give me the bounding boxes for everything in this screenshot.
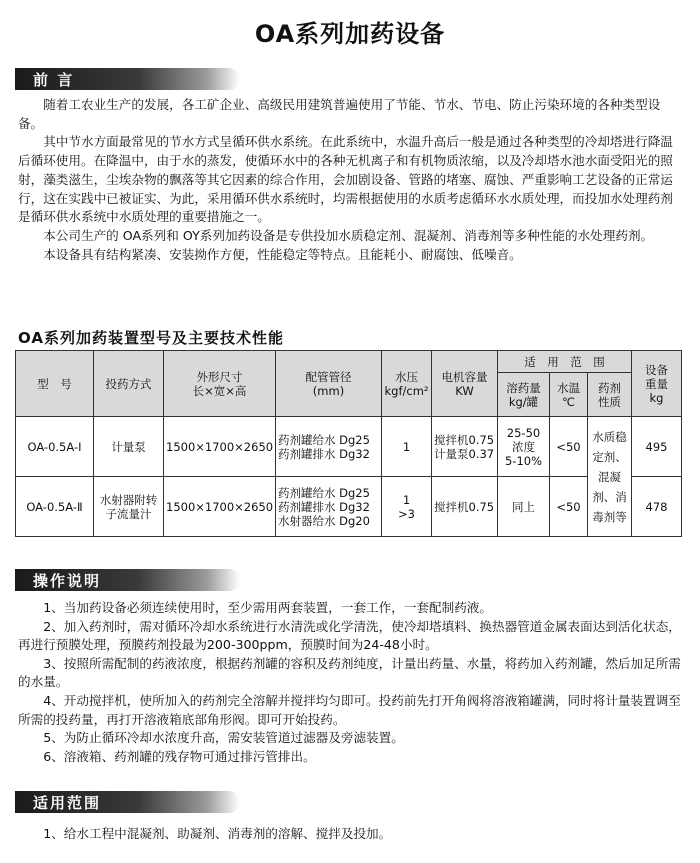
cell-pressure: 1 >3 xyxy=(382,477,432,537)
cell-conc: 25-50 浓度 5-10% xyxy=(498,417,550,477)
header-model: 型 号 xyxy=(16,351,94,417)
header-scope-group: 适 用 范 围 xyxy=(498,351,632,373)
scope-list xyxy=(18,823,683,842)
cell-temp: <50 xyxy=(550,477,588,537)
header-pressure: 水压 kgf/cm² xyxy=(382,351,432,417)
operation-item-5: 5、为防止循环冷却水浓度升高，需安装管道过滤器及旁滤装置。 xyxy=(43,730,404,746)
table-row xyxy=(16,477,682,537)
cell-agent-merged: 水质稳定剂、混凝剂、消毒剂等 xyxy=(588,417,632,537)
preface-paragraph-3: 本公司生产的 OA系列和 OY系列加药设备是专供投加水质稳定剂、混凝剂、消毒剂等多种性能的水处理药剂。 xyxy=(43,227,654,243)
header-temp: 水温 ℃ xyxy=(550,373,588,417)
preface-text xyxy=(18,96,683,264)
header-agent: 药剂 性质 xyxy=(588,373,632,417)
cell-motor: 搅拌机0.75 xyxy=(432,477,498,537)
cell-conc: 同上 xyxy=(498,477,550,537)
preface-paragraph-4: 本设备具有结构紧凑、安装拗作方便，性能稳定等特点。且能耗小、耐腐蚀、低噪音。 xyxy=(43,246,522,262)
cell-weight: 495 xyxy=(632,417,682,477)
section-heading-preface: 前 言 xyxy=(33,71,75,89)
section-heading-operation: 操作说明 xyxy=(33,572,102,590)
cell-temp: <50 xyxy=(550,417,588,477)
operation-item-1: 1、当加药设备必须连续使用时，至少需用两套装置，一套工作，一套配制药液。 xyxy=(43,600,492,615)
operation-list xyxy=(18,599,683,766)
cell-method: 水射器附转 子流量汁 xyxy=(94,477,164,537)
operation-item-2: 2、加入药剂时，需对循环冷却水系统进行水清洗或化学清洗，使冷却塔填料、换热器管道金属表面达到活化状态，再进行预膜处理，预膜药剂投最为200-300ppm，预膜时间为24-48小时。 xyxy=(18,618,681,653)
preface-paragraph-2: 其中节水方面最常见的节水方式呈循环供水系统。在此系统中，水温升高后一般是通过各种类型的冷却塔进行降温后循环使用。在降温中，由于水的蒸发，使循环水中的各种无机离子和有机物质浓缩，以及冷却塔水池水面受阳光的照射，藻类滋生，尘埃杂物的飘落等其它因素的综合作用，会加剧设备、管路的堵塞、腐蚀、严重影响工艺设备的正常运行，这在实践中已被证实、为此，采用循环供水系统时，均需根据使用的水质考虑循环水水质处理，而投加水处理药剂是循环供水系统中水质处理的重要措施之一。 xyxy=(18,134,673,225)
cell-model: OA-0.5A-Ⅱ xyxy=(16,477,94,537)
scope-item-1: 1、给水工程中混凝剂、助凝剂、消毒剂的溶解、搅拌及投加。 xyxy=(43,826,392,841)
spec-table xyxy=(15,350,682,537)
header-method: 投药方式 xyxy=(94,351,164,417)
header-motor: 电机容量 KW xyxy=(432,351,498,417)
section-heading-scope: 适用范围 xyxy=(33,794,102,812)
section-bar-operation xyxy=(15,569,240,591)
operation-item-6: 6、溶液箱、药剂罐的残存物可通过排污管排出。 xyxy=(43,748,316,764)
cell-dims: 1500×1700×2650 xyxy=(164,417,276,477)
page-title: OA系列加药设备 xyxy=(254,20,446,48)
section-bar-preface xyxy=(15,68,240,90)
operation-item-4: 4、开动搅拌机，使所加入的药剂完全溶解并搅拌均匀即可。投药前先打开角阀将溶液箱罐满，同时将计量装置调至所需的投药量，再打开溶液箱底部角形阀。即可开始投药。 xyxy=(18,692,681,727)
section-bar-scope xyxy=(15,791,240,813)
cell-pipe: 药剂罐给水 Dg25 药剂罐排水 Dg32 水射器给水 Dg20 xyxy=(276,477,382,537)
cell-dims: 1500×1700×2650 xyxy=(164,477,276,537)
cell-pipe: 药剂罐给水 Dg25 药剂罐排水 Dg32 xyxy=(276,417,382,477)
header-dims: 外形尺寸 长×宽×高 xyxy=(164,351,276,417)
cell-motor: 搅拌机0.75 计量泵0.37 xyxy=(432,417,498,477)
table-row xyxy=(16,417,682,477)
preface-paragraph-1: 随着工农业生产的发展，各工矿企业、高级民用建筑普遍使用了节能、节水、节电、防止污染环境的各种类型设备。 xyxy=(18,97,661,131)
table-title: OA系列加药装置型号及主要技术性能 xyxy=(18,329,284,347)
cell-weight: 478 xyxy=(632,477,682,537)
header-conc: 溶药量 kg/罐 xyxy=(498,373,550,417)
header-pipe: 配管管径 (mm) xyxy=(276,351,382,417)
cell-model: OA-0.5A-Ⅰ xyxy=(16,417,94,477)
operation-item-3: 3、按照所需配制的药液浓度，根据药剂罐的容积及药剂纯度，计量出药量、水量，将药加入药剂罐，然后加足所需的水量。 xyxy=(18,655,681,690)
cell-method: 计量泵 xyxy=(94,417,164,477)
header-weight: 设备 重量 kg xyxy=(632,351,682,417)
cell-pressure: 1 xyxy=(382,417,432,477)
